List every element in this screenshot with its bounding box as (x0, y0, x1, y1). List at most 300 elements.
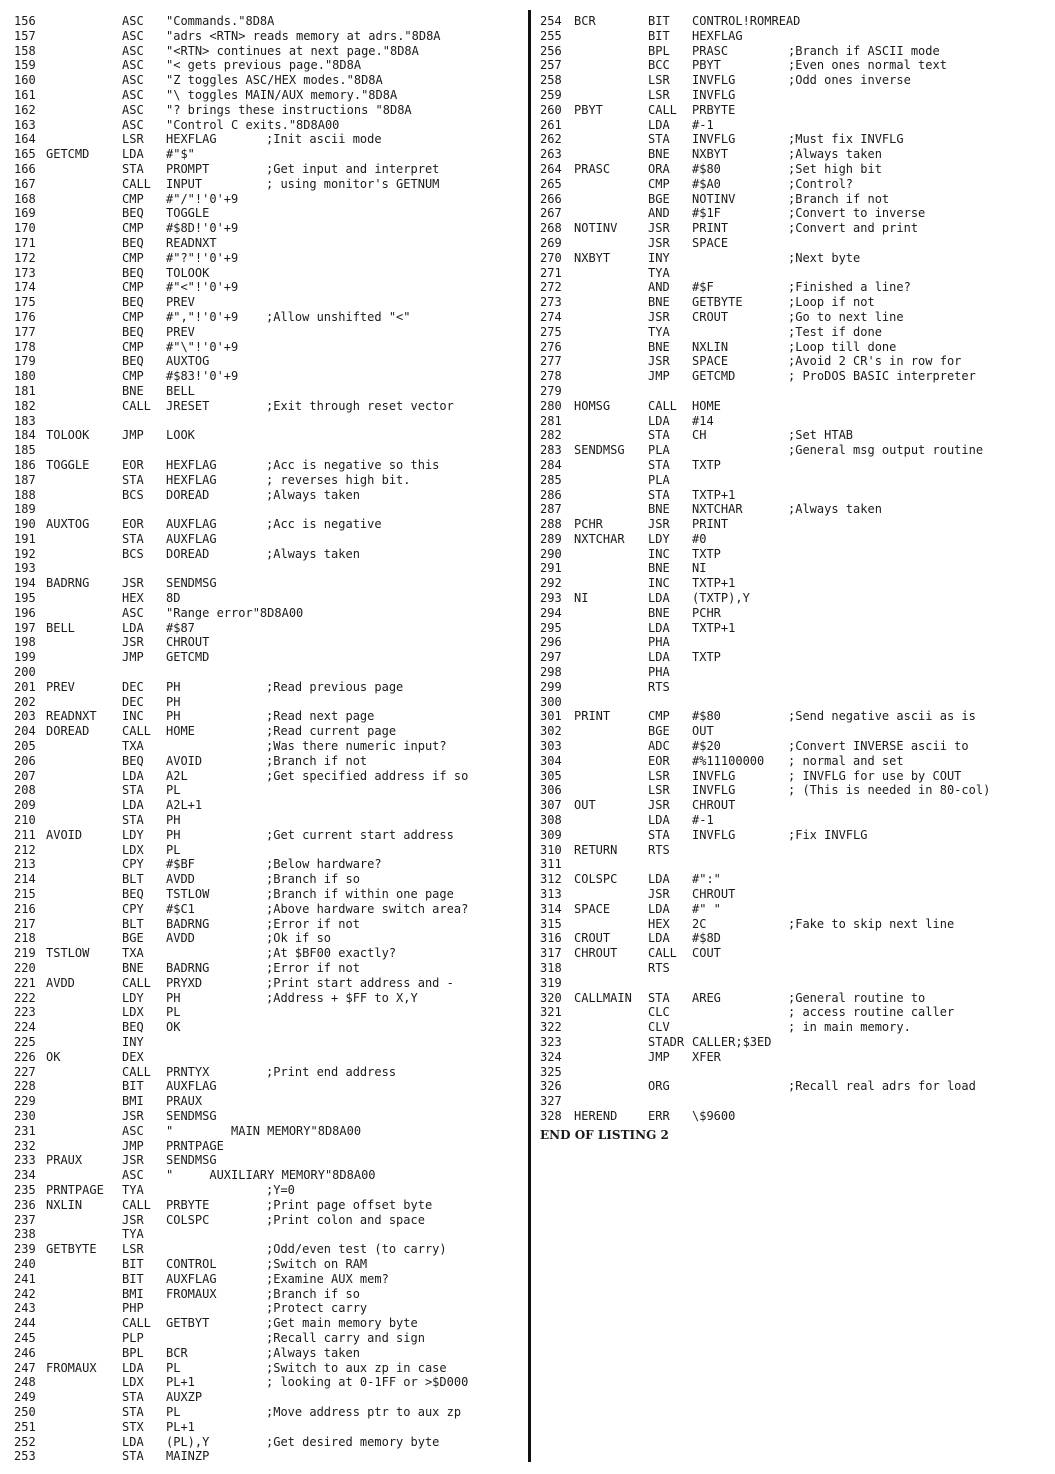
code-line (14, 709, 522, 724)
code-operand: PRBYTE (166, 1197, 210, 1212)
code-opcode: CALL (648, 398, 677, 413)
line-number: 219 (14, 946, 36, 961)
code-line (540, 14, 1045, 29)
line-number: 248 (14, 1375, 36, 1390)
code-operand: INVFLG (692, 768, 736, 783)
line-number: 240 (14, 1256, 36, 1271)
code-operand: " MAIN MEMORY"8D8A00 (166, 1123, 362, 1138)
line-number: 284 (540, 457, 562, 472)
code-opcode: LSR (648, 87, 670, 102)
code-operand: "\ toggles MAIN/AUX memory."8D8A (166, 87, 398, 102)
code-line (14, 58, 522, 73)
code-comment: ; normal and set (788, 753, 904, 768)
code-label: RETURN (574, 842, 618, 857)
line-number: 273 (540, 295, 562, 310)
code-line (540, 280, 1045, 295)
line-number: 242 (14, 1286, 36, 1301)
code-comment: ;General routine to (788, 990, 926, 1005)
line-number: 234 (14, 1168, 36, 1183)
code-line (14, 813, 522, 828)
code-opcode: STA (122, 783, 144, 798)
code-line (540, 73, 1045, 88)
line-number: 226 (14, 1049, 36, 1064)
code-line (14, 1094, 522, 1109)
line-number: 214 (14, 872, 36, 887)
code-operand: LOOK (166, 428, 195, 443)
code-operand: A2L (166, 768, 188, 783)
code-line (14, 1435, 522, 1450)
code-line (14, 665, 522, 680)
code-operand: #"$" (166, 147, 195, 162)
code-operand: SPACE (692, 354, 729, 369)
line-number: 193 (14, 561, 36, 576)
code-comment: ;Always taken (788, 502, 882, 517)
code-line (14, 1005, 522, 1020)
code-line (540, 961, 1045, 976)
code-opcode: JMP (648, 369, 670, 384)
code-opcode: CALL (122, 975, 151, 990)
code-operand: HEXFLAG (166, 472, 217, 487)
listing-column-right (540, 14, 1045, 1142)
code-line (540, 1050, 1045, 1065)
code-label: BELL (46, 620, 75, 635)
code-opcode: JSR (648, 221, 670, 236)
line-number: 318 (540, 961, 562, 975)
code-line (14, 1390, 522, 1405)
code-operand: CONTROL (166, 1256, 217, 1271)
code-opcode: BNE (648, 605, 670, 620)
code-operand: PRYXD (166, 975, 203, 990)
code-line (540, 162, 1045, 177)
code-comment: ;Was there numeric input? (266, 739, 447, 754)
code-opcode: PHA (648, 665, 670, 680)
code-opcode: CALL (122, 1064, 151, 1079)
line-number: 225 (14, 1034, 36, 1049)
code-operand: FROMAUX (166, 1286, 217, 1301)
code-label: COLSPC (574, 872, 618, 887)
code-line (14, 251, 522, 266)
code-opcode: LDA (122, 620, 144, 635)
code-operand: SENDMSG (166, 1108, 217, 1123)
code-opcode: BNE (648, 339, 670, 354)
code-operand: #$20 (692, 739, 721, 754)
line-number: 181 (14, 383, 36, 398)
code-operand: COUT (692, 946, 721, 961)
code-opcode: STA (648, 990, 670, 1005)
code-opcode: JSR (648, 235, 670, 250)
code-operand: TXTP (692, 546, 721, 561)
code-opcode: BEQ (122, 235, 144, 250)
line-number: 170 (14, 221, 36, 236)
code-operand: PROMPT (166, 161, 210, 176)
line-number: 201 (14, 679, 36, 694)
code-opcode: INC (648, 546, 670, 561)
code-opcode: CMP (648, 176, 670, 191)
code-comment: ;Set HTAB (788, 428, 854, 443)
code-operand: PRBYTE (692, 102, 736, 117)
code-line (540, 1035, 1045, 1050)
code-opcode: STA (648, 428, 670, 443)
code-line (540, 118, 1045, 133)
code-line (540, 769, 1045, 784)
code-opcode: LDY (122, 990, 144, 1005)
line-number: 287 (540, 502, 562, 517)
line-number: 245 (14, 1330, 36, 1345)
code-label: OUT (574, 798, 596, 813)
code-line (540, 443, 1045, 458)
code-opcode: JMP (122, 1138, 144, 1153)
line-number: 289 (540, 531, 562, 546)
code-line (540, 635, 1045, 650)
line-number: 237 (14, 1212, 36, 1227)
code-opcode: STA (122, 813, 144, 828)
code-line (14, 73, 522, 88)
code-line (14, 443, 522, 458)
code-line (540, 532, 1045, 547)
code-line (540, 458, 1045, 473)
code-comment: ;Always taken (266, 546, 360, 561)
line-number: 251 (14, 1419, 36, 1434)
code-opcode: HEX (648, 916, 670, 931)
line-number: 303 (540, 739, 562, 754)
code-comment: ;Read current page (266, 724, 397, 739)
code-label: READNXT (46, 709, 97, 724)
code-operand: AVDD (166, 931, 195, 946)
code-label: AVOID (46, 827, 83, 842)
code-label: NXBYT (574, 250, 611, 265)
line-number: 223 (14, 1005, 36, 1020)
code-opcode: STA (122, 1449, 144, 1464)
code-opcode: BEQ (122, 265, 144, 280)
code-opcode: BNE (648, 295, 670, 310)
code-opcode: STA (122, 161, 144, 176)
code-line (540, 621, 1045, 636)
line-number: 268 (540, 221, 562, 236)
code-opcode: CALL (122, 398, 151, 413)
code-line (14, 961, 522, 976)
code-line (540, 177, 1045, 192)
code-operand: #$87 (166, 620, 195, 635)
code-operand: JRESET (166, 398, 210, 413)
code-operand: #":" (692, 872, 721, 887)
code-operand: CROUT (692, 309, 729, 324)
code-line (14, 621, 522, 636)
code-line (540, 192, 1045, 207)
code-operand: INVFLG (692, 73, 736, 88)
code-line (540, 931, 1045, 946)
code-line (540, 591, 1045, 606)
code-operand: PRINT (692, 221, 729, 236)
code-line (540, 132, 1045, 147)
code-operand: GETCMD (166, 650, 210, 665)
code-opcode: INY (648, 250, 670, 265)
code-opcode: PHP (122, 1301, 144, 1316)
code-opcode: ASC (122, 73, 144, 88)
code-line (540, 502, 1045, 517)
line-number: 304 (540, 753, 562, 768)
code-comment: ;Allow unshifted "<" (266, 309, 411, 324)
code-operand: PH (166, 709, 181, 724)
code-opcode: PLA (648, 472, 670, 487)
code-comment: ;Convert and print (788, 221, 919, 236)
code-operand: #$A0 (692, 176, 721, 191)
code-operand: TXTP+1 (692, 487, 736, 502)
code-line (540, 946, 1045, 961)
code-operand: PH (166, 990, 181, 1005)
code-line (14, 1079, 522, 1094)
code-operand: CHROUT (166, 635, 210, 650)
code-comment: ;Get desired memory byte (266, 1434, 440, 1449)
code-line (14, 695, 522, 710)
line-number: 282 (540, 428, 562, 443)
line-number: 306 (540, 783, 562, 798)
code-line (14, 991, 522, 1006)
code-operand: \$9600 (692, 1108, 736, 1123)
line-number: 216 (14, 901, 36, 916)
code-comment: ;Branch if so (266, 872, 360, 887)
code-operand: AUXFLAG (166, 531, 217, 546)
code-label: CALLMAIN (574, 990, 632, 1005)
code-opcode: LDA (648, 931, 670, 946)
code-line (540, 310, 1045, 325)
code-label: AUXTOG (46, 517, 90, 532)
code-label: BADRNG (46, 576, 90, 591)
code-label: NXTCHAR (574, 531, 625, 546)
code-opcode: PLP (122, 1330, 144, 1345)
code-line (14, 280, 522, 295)
code-opcode: LDA (648, 650, 670, 665)
code-opcode: LSR (122, 1242, 144, 1257)
code-line (14, 1124, 522, 1139)
code-opcode: BCS (122, 546, 144, 561)
code-label: NOTINV (574, 221, 618, 236)
code-operand: " AUXILIARY MEMORY"8D8A00 (166, 1168, 376, 1183)
code-comment: ;Examine AUX mem? (266, 1271, 389, 1286)
line-number: 317 (540, 946, 562, 961)
code-opcode: EOR (122, 457, 144, 472)
code-operand: #%11100000 (692, 753, 765, 768)
line-number: 320 (540, 990, 562, 1005)
code-opcode: JSR (648, 354, 670, 369)
code-opcode: JMP (648, 1049, 670, 1064)
code-label: AVDD (46, 975, 75, 990)
code-line (540, 547, 1045, 562)
code-comment: ;Always taken (266, 1345, 360, 1360)
line-number: 315 (540, 916, 562, 931)
code-operand: #" " (692, 901, 721, 916)
code-line (14, 931, 522, 946)
code-comment: ;Acc is negative (266, 517, 382, 532)
code-line (14, 917, 522, 932)
line-number: 285 (540, 472, 562, 487)
code-opcode: STA (122, 531, 144, 546)
code-line (540, 384, 1045, 399)
code-comment: ;Branch if ASCII mode (788, 43, 940, 58)
code-operand: MAINZP (166, 1449, 210, 1464)
code-operand: SENDMSG (166, 576, 217, 591)
code-opcode: JMP (122, 428, 144, 443)
code-opcode: BIT (648, 28, 670, 43)
line-number: 220 (14, 961, 36, 975)
line-number: 307 (540, 798, 562, 813)
code-opcode: LDY (122, 827, 144, 842)
line-number: 328 (540, 1108, 562, 1123)
line-number: 262 (540, 132, 562, 147)
code-operand: NXLIN (692, 339, 729, 354)
line-number: 218 (14, 931, 36, 946)
line-number: 243 (14, 1301, 36, 1316)
code-line (14, 576, 522, 591)
line-number: 275 (540, 324, 562, 339)
code-comment: ; looking at 0-1FF or >$D000 (266, 1375, 469, 1390)
code-comment: ;Switch on RAM (266, 1256, 368, 1271)
line-number: 288 (540, 517, 562, 532)
code-label: PBYT (574, 102, 603, 117)
code-opcode: BLT (122, 916, 144, 931)
line-number: 308 (540, 813, 562, 828)
code-operand: "<RTN> continues at next page."8D8A (166, 43, 419, 58)
code-operand: BELL (166, 383, 195, 398)
code-opcode: CPY (122, 857, 144, 872)
code-line (14, 236, 522, 251)
code-opcode: STA (122, 1404, 144, 1419)
line-number: 296 (540, 635, 562, 650)
code-opcode: LSR (648, 73, 670, 88)
line-number: 190 (14, 517, 36, 532)
code-line (14, 606, 522, 621)
code-opcode: LDA (122, 1360, 144, 1375)
code-line (14, 88, 522, 103)
line-number: 295 (540, 620, 562, 635)
code-operand: BADRNG (166, 916, 210, 931)
code-opcode: CPY (122, 901, 144, 916)
code-operand: #$1F (692, 206, 721, 221)
line-number: 168 (14, 191, 36, 206)
code-line (540, 1079, 1045, 1094)
code-opcode: STADR (648, 1034, 685, 1049)
line-number: 207 (14, 768, 36, 783)
code-comment: ;Even ones normal text (788, 58, 947, 73)
code-comment: ;Test if done (788, 324, 882, 339)
line-number: 309 (540, 827, 562, 842)
code-operand: #14 (692, 413, 714, 428)
code-comment: ;Odd/even test (to carry) (266, 1242, 447, 1257)
code-operand: CALLER;$3ED (692, 1034, 772, 1049)
code-line (14, 132, 522, 147)
code-opcode: CMP (122, 309, 144, 324)
code-opcode: LDX (122, 842, 144, 857)
line-number: 253 (14, 1449, 36, 1464)
line-number: 254 (540, 14, 562, 28)
code-opcode: LDA (648, 872, 670, 887)
code-operand: #$80 (692, 709, 721, 724)
line-number: 301 (540, 709, 562, 724)
code-comment: ;Always taken (266, 487, 360, 502)
code-line (14, 266, 522, 281)
line-number: 322 (540, 1020, 562, 1035)
code-line (14, 1316, 522, 1331)
code-line (540, 709, 1045, 724)
code-label: HOMSG (574, 398, 611, 413)
code-comment: ;Y=0 (266, 1182, 295, 1197)
code-opcode: ASC (122, 87, 144, 102)
code-comment: ;Print page offset byte (266, 1197, 433, 1212)
line-number: 313 (540, 887, 562, 902)
code-opcode: LDA (648, 813, 670, 828)
code-opcode: JSR (648, 887, 670, 902)
code-comment: ; reverses high bit. (266, 472, 411, 487)
code-opcode: BMI (122, 1094, 144, 1109)
code-opcode: BNE (648, 561, 670, 576)
code-opcode: LDX (122, 1375, 144, 1390)
code-line (540, 29, 1045, 44)
code-label: SPACE (574, 901, 611, 916)
code-opcode: STA (648, 827, 670, 842)
code-comment: ;Loop till done (788, 339, 897, 354)
code-operand: AUXFLAG (166, 1271, 217, 1286)
code-line (14, 902, 522, 917)
line-number: 176 (14, 309, 36, 324)
code-label: PREV (46, 679, 75, 694)
line-number: 185 (14, 443, 36, 458)
code-operand: INVFLG (692, 827, 736, 842)
code-opcode: BEQ (122, 295, 144, 310)
code-comment: ;Next byte (788, 250, 861, 265)
line-number: 323 (540, 1034, 562, 1049)
code-opcode: BEQ (122, 887, 144, 902)
code-line (540, 1005, 1045, 1020)
code-opcode: STA (648, 487, 670, 502)
code-operand: (TXTP),Y (692, 591, 750, 606)
line-number: 204 (14, 724, 36, 739)
code-operand: CONTROL!ROMREAD (692, 14, 801, 28)
code-operand: "Z toggles ASC/HEX modes."8D8A (166, 73, 383, 88)
code-comment: ;Error if not (266, 961, 360, 975)
code-label: GETCMD (46, 147, 90, 162)
code-opcode: AND (648, 280, 670, 295)
code-line (14, 798, 522, 813)
line-number: 290 (540, 546, 562, 561)
code-operand: HEXFLAG (166, 457, 217, 472)
code-opcode: LDA (648, 117, 670, 132)
code-line (540, 739, 1045, 754)
code-operand: NOTINV (692, 191, 736, 206)
code-line (540, 44, 1045, 59)
code-operand: AREG (692, 990, 721, 1005)
line-number: 175 (14, 295, 36, 310)
code-line (540, 103, 1045, 118)
code-comment: ;Convert to inverse (788, 206, 926, 221)
code-line (14, 206, 522, 221)
line-number: 177 (14, 324, 36, 339)
code-line (14, 1065, 522, 1080)
code-label: HEREND (574, 1108, 618, 1123)
line-number: 169 (14, 206, 36, 221)
line-number: 271 (540, 265, 562, 280)
line-number: 264 (540, 161, 562, 176)
code-line (14, 739, 522, 754)
code-line (14, 783, 522, 798)
line-number: 159 (14, 58, 36, 73)
line-number: 189 (14, 502, 36, 517)
line-number: 278 (540, 369, 562, 384)
code-operand: PL (166, 1360, 181, 1375)
code-line (14, 1375, 522, 1390)
code-comment: ;Branch if not (266, 753, 368, 768)
code-comment: ; using monitor's GETNUM (266, 176, 440, 191)
code-comment: ; (This is needed in 80-col) (788, 783, 991, 798)
code-comment: ;Fake to skip next line (788, 916, 955, 931)
